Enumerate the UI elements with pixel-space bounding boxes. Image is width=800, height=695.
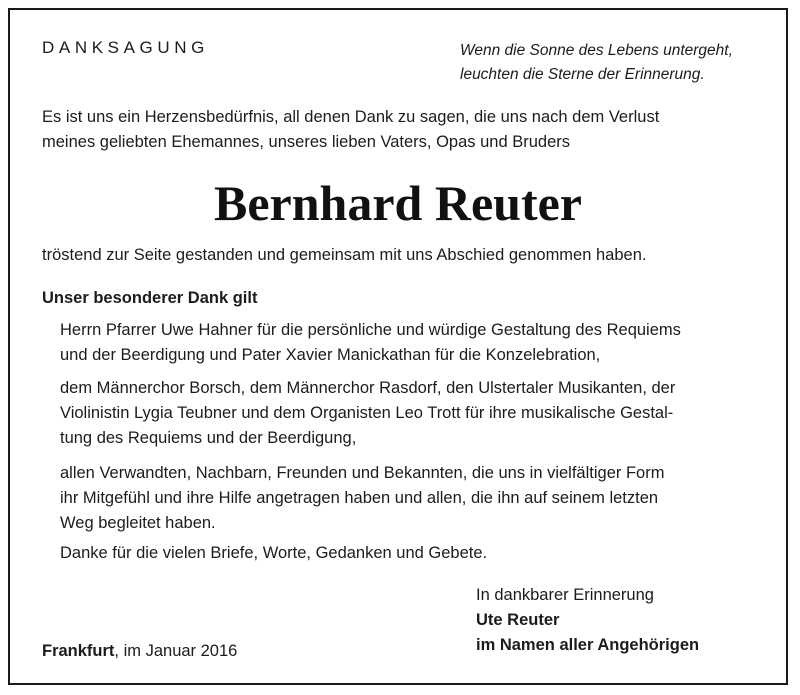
signer-name: Ute Reuter — [476, 611, 560, 629]
intro-text — [42, 105, 772, 155]
signer-family: im Namen aller Angehörigen — [476, 636, 700, 654]
paragraph-line: Weg begleitet haben. — [60, 514, 216, 532]
quote-line: leuchten die Sterne der Erinnerung. — [460, 66, 705, 83]
intro-line: meines geliebten Ehemannes, unseres lieben Vaters, Opas und Bruders — [42, 133, 571, 151]
paragraph-line: Violinistin Lygia Teubner und dem Organisten Leo Trott für ihre musikalische Gestal- — [60, 404, 674, 422]
deceased-name: Bernhard Reuter — [214, 175, 582, 231]
paragraph-line: ihr Mitgefühl und ihre Hilfe angetragen haben und allen, die ihn auf seinem letzten — [60, 489, 659, 507]
place-date — [42, 639, 237, 664]
thanks-title: Unser besonderer Dank gilt — [42, 289, 258, 307]
paragraph-line: tung des Requiems und der Beerdigung, — [60, 429, 357, 447]
notice-heading: DANKSAGUNG — [42, 38, 209, 57]
thanks-paragraph-clergy — [60, 318, 775, 368]
closing-signature — [476, 583, 699, 658]
obituary-notice — [8, 8, 788, 685]
paragraph-line: allen Verwandten, Nachbarn, Freunden und Bekannten, die uns in vielfältiger Form — [60, 464, 665, 482]
intro-line: Es ist uns ein Herzensbedürfnis, all denen Dank zu sagen, die uns nach dem Verlust — [42, 108, 660, 126]
paragraph-line: und der Beerdigung und Pater Xavier Manickathan für die Konzelebration, — [60, 346, 601, 364]
after-name-text: tröstend zur Seite gestanden und gemeinsam mit uns Abschied genommen haben. — [42, 246, 647, 264]
place-date-text: , im Januar 2016 — [114, 642, 238, 660]
place-city: Frankfurt — [42, 642, 115, 660]
thanks-paragraph-musicians — [60, 376, 775, 451]
paragraph-line: Herrn Pfarrer Uwe Hahner für die persönliche und würdige Gestaltung des Requiems — [60, 321, 681, 339]
paragraph-line: Danke für die vielen Briefe, Worte, Gedanken und Gebete. — [60, 544, 488, 562]
thanks-paragraph-letters — [60, 541, 775, 566]
paragraph-line: dem Männerchor Borsch, dem Männerchor Rasdorf, den Ulstertaler Musikanten, der — [60, 379, 676, 397]
thanks-paragraph-relatives — [60, 461, 775, 536]
closing-phrase: In dankbarer Erinnerung — [476, 586, 654, 604]
memorial-quote — [460, 39, 760, 87]
quote-line: Wenn die Sonne des Lebens untergeht, — [460, 42, 733, 59]
